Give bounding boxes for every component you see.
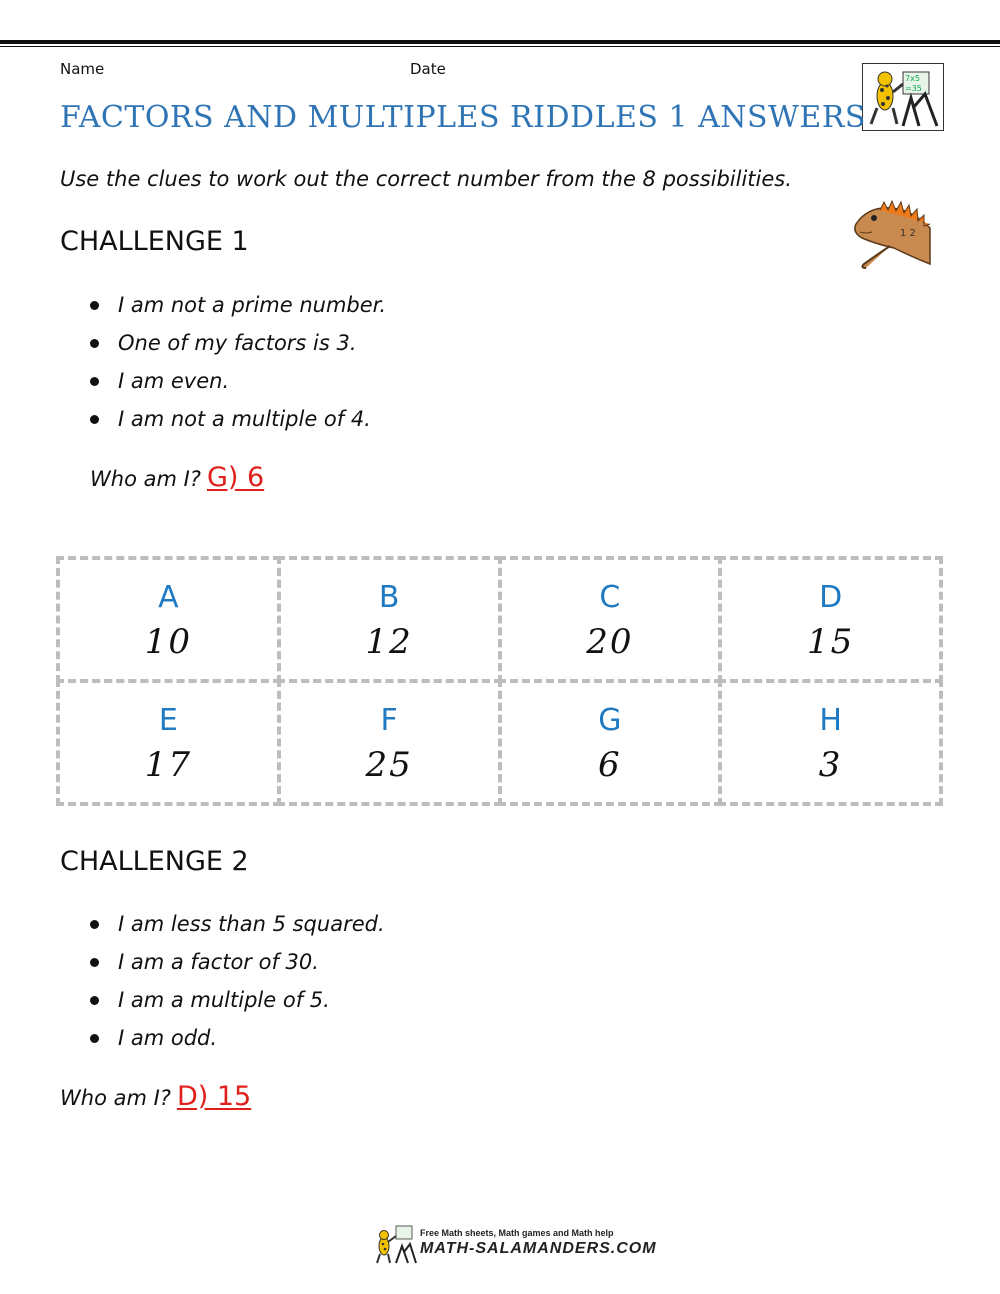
bullet-icon — [90, 301, 99, 310]
challenge-1-answer: G) 6 — [206, 462, 265, 493]
top-border — [0, 40, 1000, 44]
option-number: 15 — [806, 622, 855, 662]
option-cell — [498, 556, 723, 683]
option-letter: A — [158, 580, 179, 615]
challenge-2-clues — [90, 905, 385, 1057]
challenge-2-question — [60, 1081, 251, 1112]
svg-text:7x5: 7x5 — [905, 74, 920, 83]
svg-text:1 2: 1 2 — [900, 228, 916, 239]
salamander-footer-icon — [372, 1224, 418, 1264]
option-cell — [56, 556, 281, 683]
bullet-icon — [90, 958, 99, 967]
option-number: 6 — [598, 745, 622, 785]
option-letter: B — [378, 580, 400, 615]
option-cell — [718, 679, 943, 806]
option-number: 10 — [144, 622, 192, 662]
page-title: FACTORS AND MULTIPLES RIDDLES 1 ANSWERS — [60, 100, 866, 135]
bullet-icon — [90, 339, 99, 348]
clue: I am a factor of 30. — [90, 943, 385, 981]
option-number: 12 — [365, 622, 413, 662]
option-letter: D — [819, 580, 843, 615]
option-number: 25 — [365, 745, 413, 785]
question-text: Who am I? — [90, 467, 201, 491]
challenge-1-clues — [90, 286, 386, 438]
clue: One of my factors is 3. — [90, 324, 386, 362]
option-cell — [718, 556, 943, 683]
challenge-1-heading: CHALLENGE 1 — [60, 226, 249, 257]
option-letter: C — [599, 580, 621, 615]
clue: I am odd. — [90, 1019, 385, 1057]
option-letter: G — [598, 703, 622, 738]
option-cell — [277, 556, 502, 683]
bullet-icon — [90, 415, 99, 424]
footer-tagline: Free Math sheets, Math games and Math help — [420, 1228, 614, 1238]
footer-site: MATH-SALAMANDERS.COM — [420, 1240, 657, 1257]
challenge-2-answer: D) 15 — [176, 1081, 252, 1112]
clue: I am less than 5 squared. — [90, 905, 385, 943]
date-label: Date — [410, 60, 446, 78]
bullet-icon — [90, 920, 99, 929]
option-number: 17 — [144, 745, 192, 785]
challenge-2-heading: CHALLENGE 2 — [60, 846, 249, 877]
option-cell — [56, 679, 281, 806]
option-number: 3 — [818, 745, 843, 785]
question-text: Who am I? — [60, 1086, 171, 1110]
bullet-icon — [90, 996, 99, 1005]
svg-text:=35: =35 — [905, 84, 922, 93]
option-number: 20 — [586, 622, 634, 662]
clue: I am not a prime number. — [90, 286, 386, 324]
top-border-thin — [0, 46, 1000, 47]
clue: I am not a multiple of 4. — [90, 400, 386, 438]
option-cell — [277, 679, 502, 806]
clue: I am even. — [90, 362, 386, 400]
option-letter: E — [158, 703, 178, 738]
option-letter: F — [380, 703, 398, 738]
bullet-icon — [90, 1034, 99, 1043]
footer-logo — [372, 1224, 657, 1266]
lizard-icon — [850, 198, 934, 277]
options-grid — [58, 558, 941, 804]
name-label: Name — [60, 60, 105, 78]
instructions: Use the clues to work out the correct number from the 8 possibilities. — [60, 167, 792, 191]
option-cell — [498, 679, 723, 806]
challenge-1-question — [90, 462, 264, 493]
option-letter: H — [819, 703, 842, 738]
bullet-icon — [90, 377, 99, 386]
clue: I am a multiple of 5. — [90, 981, 385, 1019]
salamander-logo-icon — [862, 63, 944, 131]
